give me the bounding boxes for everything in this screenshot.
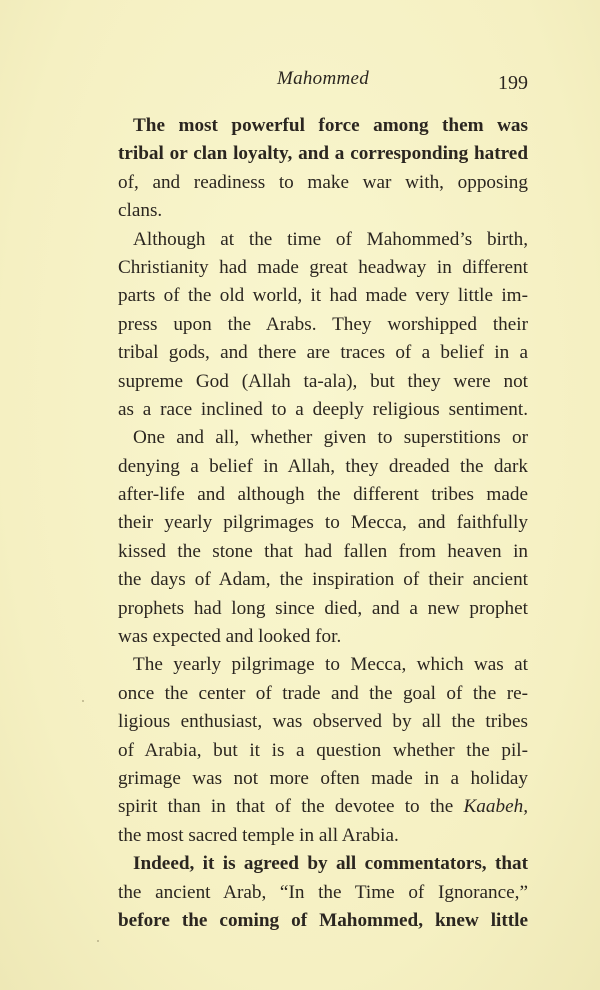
text-line: the days of Adam, the inspiration of their ancient xyxy=(118,569,528,591)
text-line: after-life and although the different tribes made xyxy=(118,484,528,506)
text-line: grimage was not more often made in a holiday xyxy=(118,767,528,789)
text-line: One and all, whether given to superstitions or xyxy=(133,427,528,449)
text-line: once the center of trade and the goal of the re- xyxy=(118,682,528,704)
paper-speck xyxy=(82,700,84,702)
text-line: press upon the Arabs. They worshipped their xyxy=(118,313,528,335)
text-line: tribal gods, and there are traces of a belief in a xyxy=(118,342,528,364)
text-line: clans. xyxy=(118,200,163,222)
text-line: the ancient Arab, “In the Time of Ignorance,” xyxy=(118,881,528,903)
text-line: before the coming of Mahommed, knew little xyxy=(118,909,528,931)
text-line: as a race inclined to a deeply religious sentiment. xyxy=(118,398,528,420)
text-line: Indeed, it is agreed by all commentators, that xyxy=(133,853,528,875)
text-line: of, and readiness to make war with, opposing xyxy=(118,171,528,193)
text-line: their yearly pilgrimages to Mecca, and faithfully xyxy=(118,512,528,534)
text-span: spirit than in that of the devotee to the xyxy=(118,796,464,818)
text-line: Although at the time of Mahommed’s birth, xyxy=(133,228,528,250)
text-line: the most sacred temple in all Arabia. xyxy=(118,824,399,846)
text-line: kissed the stone that had fallen from heaven in xyxy=(118,540,528,562)
text-line: denying a belief in Allah, they dreaded the dark xyxy=(118,455,528,477)
text-line: ligious enthusiast, was observed by all the tribes xyxy=(118,711,528,733)
page-number: 199 xyxy=(498,72,528,94)
paper-speck xyxy=(97,940,99,942)
text-line: was expected and looked for. xyxy=(118,626,342,648)
text-line: of Arabia, but it is a question whether the pil- xyxy=(118,739,528,761)
body-text xyxy=(118,112,528,935)
text-line: The yearly pilgrimage to Mecca, which was at xyxy=(133,654,528,676)
text-line: tribal or clan loyalty, and a corresponding hatred xyxy=(118,143,528,165)
text-line: The most powerful force among them was xyxy=(133,115,528,136)
text-line: Christianity had made great headway in different xyxy=(118,256,528,278)
italic-term: Kaabeh, xyxy=(463,796,528,818)
text-line: supreme God (Allah ta-ala), but they were not xyxy=(118,370,528,392)
text-line xyxy=(118,793,528,821)
chapter-title: Mahommed xyxy=(276,68,370,89)
text-line: prophets had long since died, and a new prophet xyxy=(118,597,528,619)
text-line: parts of the old world, it had made very little im- xyxy=(118,285,528,307)
running-head xyxy=(118,68,528,98)
